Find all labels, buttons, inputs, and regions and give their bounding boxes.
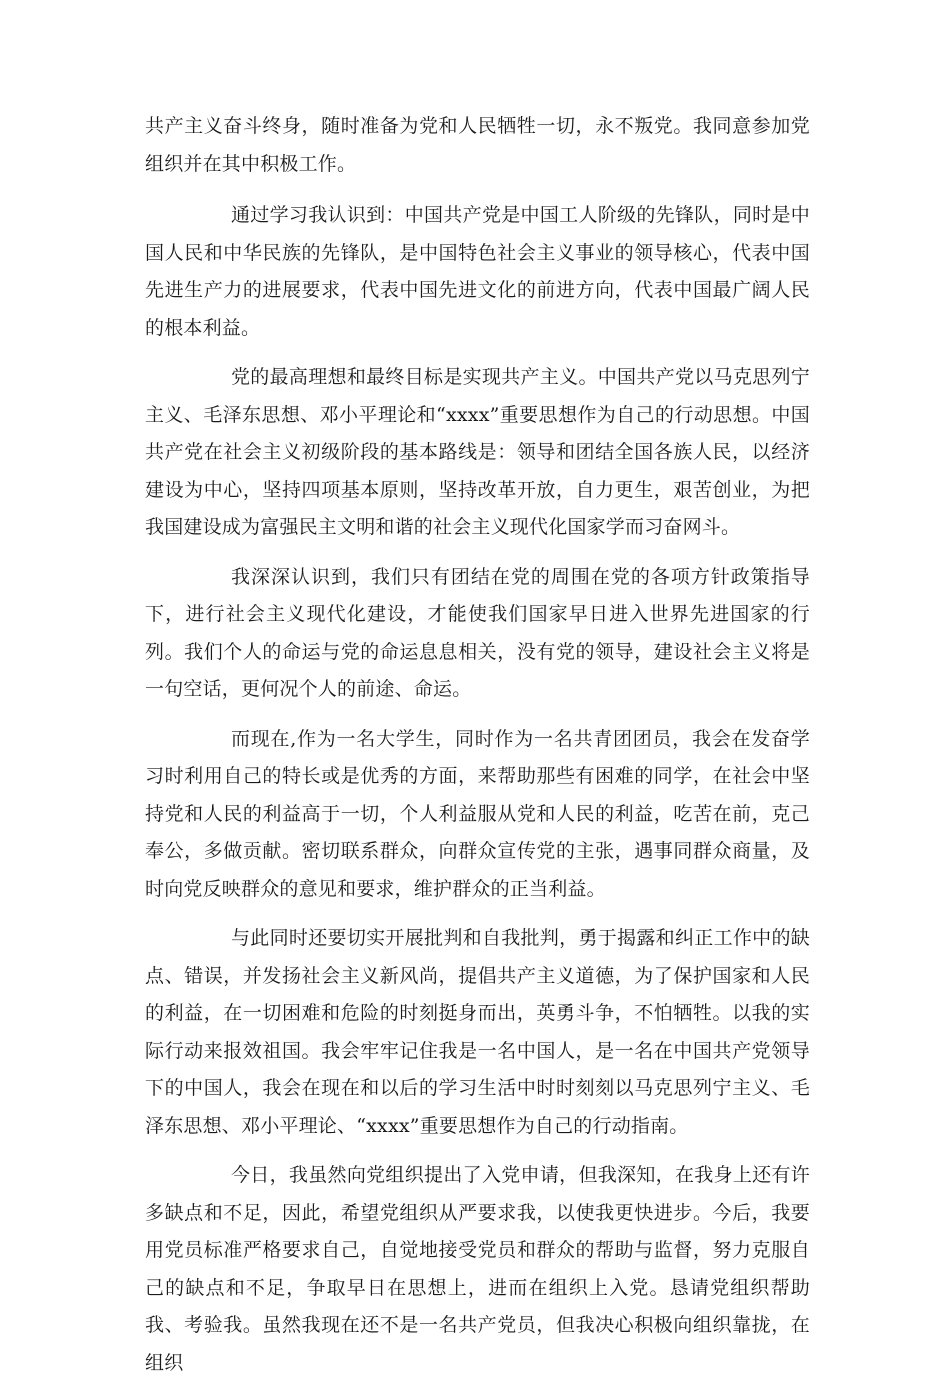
paragraph-7: 今日，我虽然向党组织提出了入党申请，但我深知，在我身上还有许多缺点和不足，因此，希望党组织从严要求我，以使我更快进步。今后，我要用党员标准严格要求自己，自觉地接受党员和群众的帮助与监督，努力克服自己的缺点和不足，争取早日在思想上，进而在组织上入党。恳请党组织帮助我、考验我。虽然我现在还不是一名共产党员，但我决心积极向组织靠拢，在组织 [145,1164,810,1374]
document-body [145,108,810,1394]
paragraph-1: 共产主义奋斗终身，随时准备为党和人民牺牲一切，永不叛党。我同意参加党组织并在其中积极工作。 [145,115,810,175]
paragraph-2: 通过学习我认识到：中国共产党是中国工人阶级的先锋队，同时是中国人民和中华民族的先锋队，是中国特色社会主义事业的领导核心，代表中国先进生产力的进展要求，代表中国先进文化的前进方向，代表中国最广阔人民的根本利益。 [145,204,810,339]
paragraph-6: 与此同时还要切实开展批判和自我批判，勇于揭露和纠正工作中的缺点、错误，并发扬社会主义新风尚，提倡共产主义道德，为了保护国家和人民的利益，在一切困难和危险的时刻挺身而出，英勇斗争，不怕牺牲。以我的实际行动来报效祖国。我会牢牢记住我是一名中国人，是一名在中国共产党领导下的中国人，我会在现在和以后的学习生活中时时刻刻以马克思列宁主义、毛泽东思想、邓小平理论、“xxxx”重要思想作为自己的行动指南。 [145,927,810,1137]
paragraph-3: 党的最高理想和最终目标是实现共产主义。中国共产党以马克思列宁主义、毛泽东思想、邓小平理论和“xxxx”重要思想作为自己的行动思想。中国共产党在社会主义初级阶段的基本路线是：领导和团结全国各族人民，以经济建设为中心，坚持四项基本原则，坚持改革开放，自力更生，艰苦创业，为把我国建设成为富强民主文明和谐的社会主义现代化国家学而习奋网斗。 [145,366,810,538]
paragraph-4: 我深深认识到，我们只有团结在党的周围在党的各项方针政策指导下，进行社会主义现代化建设，才能使我们国家早日进入世界先进国家的行列。我们个人的命运与党的命运息息相关，没有党的领导，建设社会主义将是一句空话，更何况个人的前途、命运。 [145,565,810,700]
paragraph-5: 而现在,作为一名大学生，同时作为一名共青团团员，我会在发奋学习时利用自己的特长或是优秀的方面，来帮助那些有困难的同学，在社会中坚持党和人民的利益高于一切，个人利益服从党和人民的利益，吃苦在前，克己奉公，多做贡献。密切联系群众，向群众宣传党的主张，遇事同群众商量，及时向党反映群众的意见和要求，维护群众的正当利益。 [145,727,810,900]
